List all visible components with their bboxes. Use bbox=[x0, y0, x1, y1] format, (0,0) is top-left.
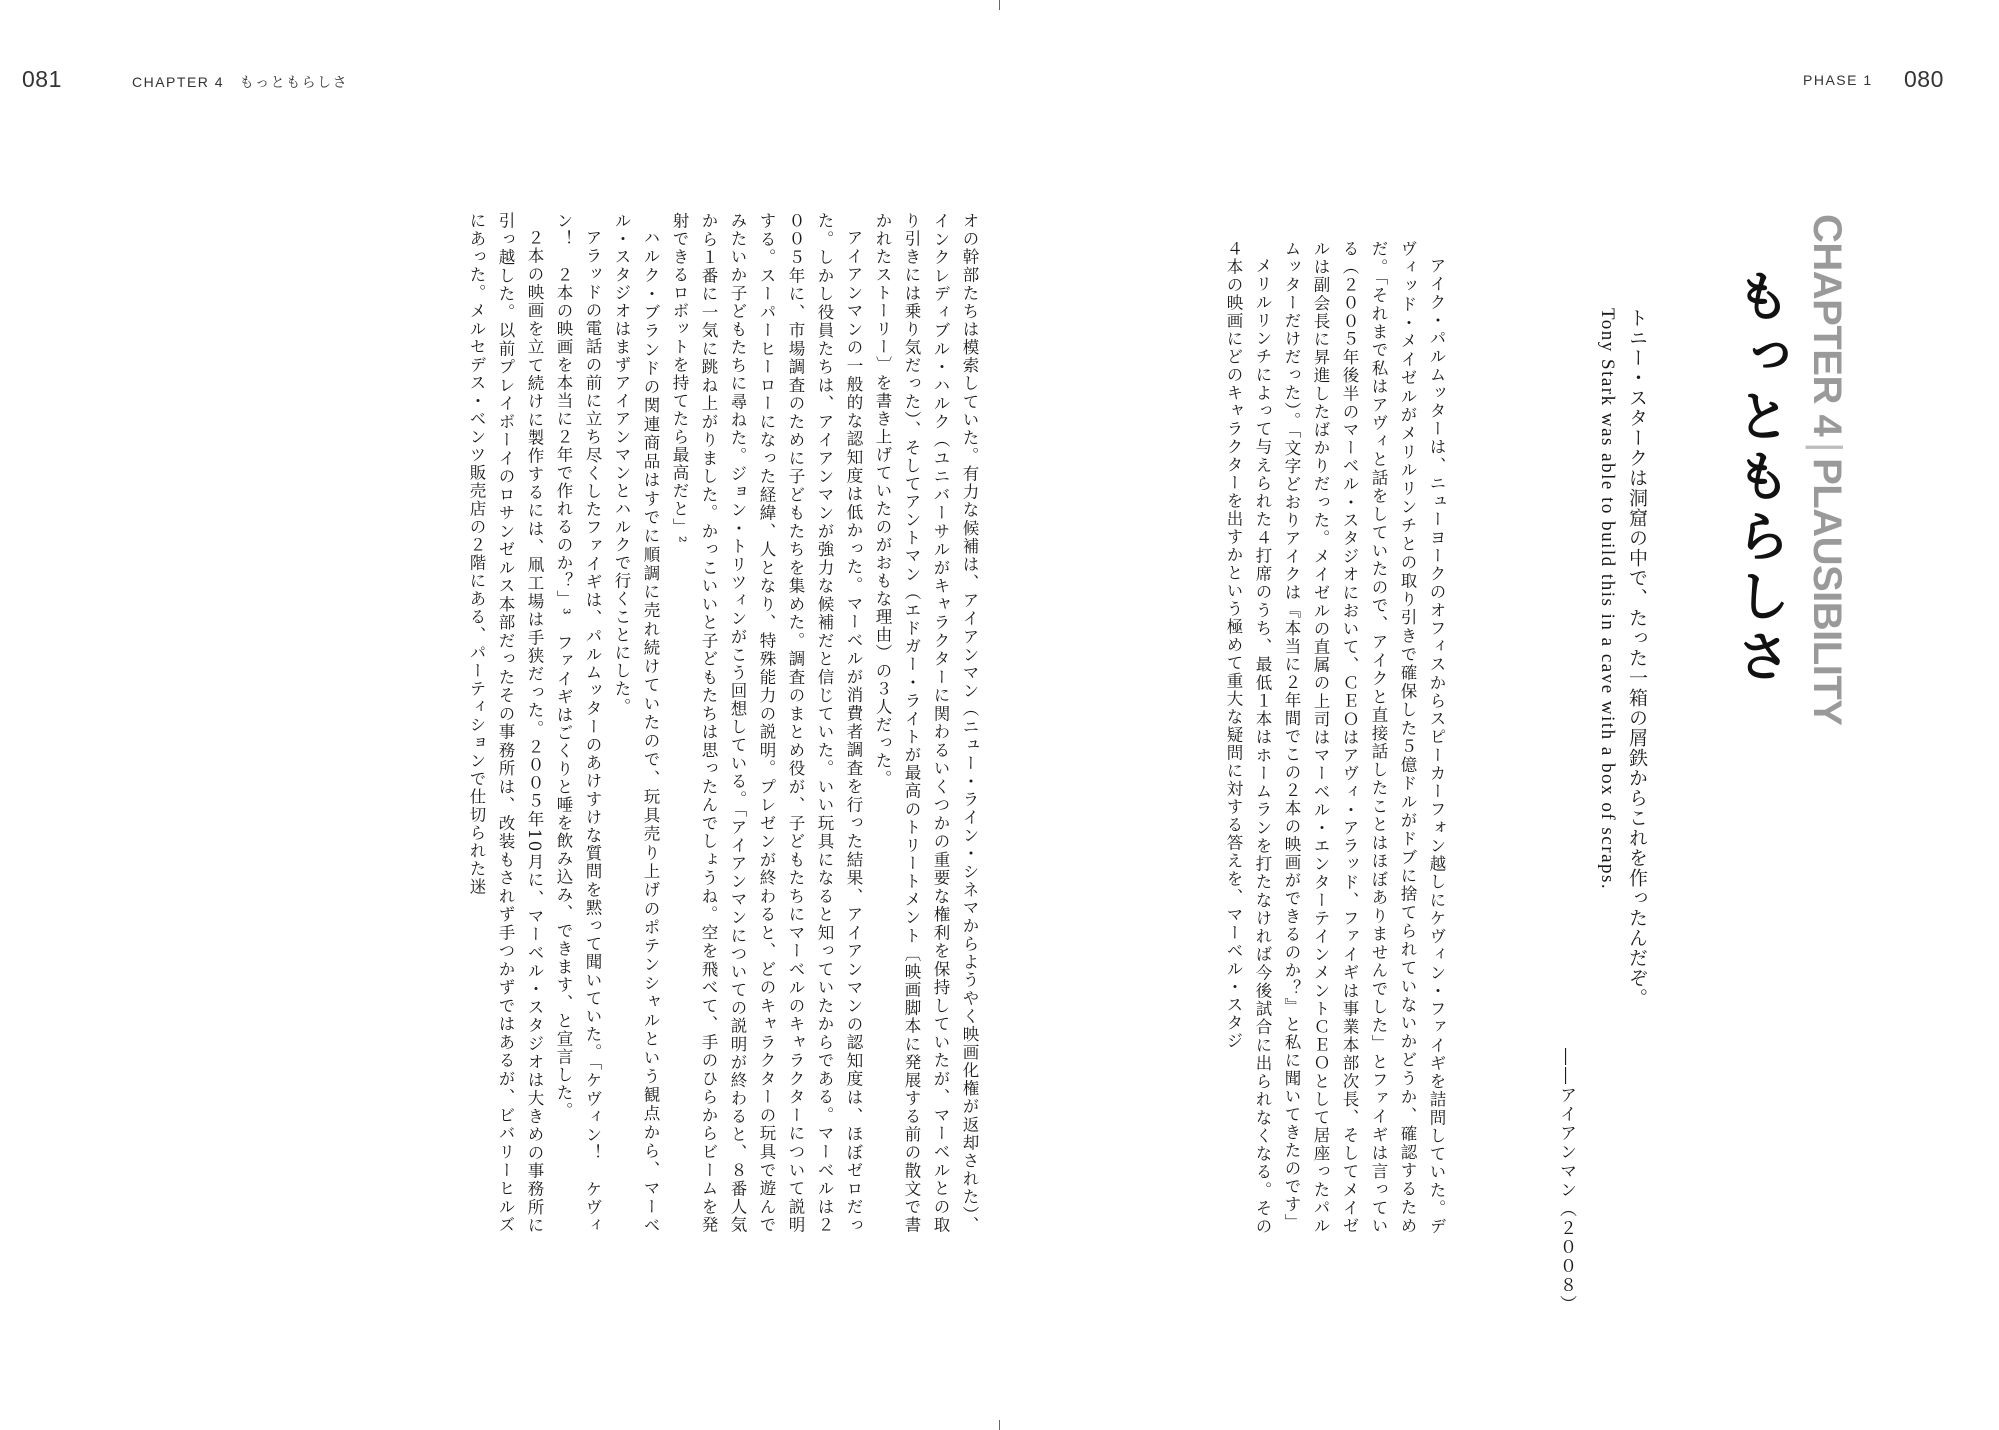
right-page-number: 080 bbox=[1904, 66, 1944, 92]
epigraph-japanese: トニー・スタークは洞窟の中で、たった一箱の屑鉄からこれを作ったんだぞ。 bbox=[1626, 308, 1648, 1008]
body-paragraph: アラッドの電話の前に立ち尽くしたファイギは、パルムッターのあけすけな質問を黙って聞いていた。「ケヴィン！ ケヴィン！ ２本の映画を本当に２年で作れるのか？」³ ファイギはごくりと唾を飲み込み、できます、と宣言した。 bbox=[554, 212, 602, 1235]
body-paragraph: アイアンマンの一般的な認知度は低かった。マーベルが消費者調査を行った結果、アイアンマンの認知度は、ほぼゼロだった。しかし役員たちは、アイアンマンが強力な候補だと信じていた。いい玩具になると知っていたからである。マーベルは２００５年に、市場調査のために子どもたちを集めた。調査のまとめ役が、子どもたちにマーベルのキャラクターについて説明する。スーパーヒーローになった経緯、人となり、特殊能力の説明。プレゼンが終わると、どのキャラクターの玩具で遊んでみたいか子どもたちに尋ねた。ジョン・トリツィンがこう回想している。「アイアンマンについての説明が終わると、８番人気から１番に一気に跳ね上がりました。かっこいいと子どもたちは思ったんでしょうね。空を飛べて、手のひらからビームを発射できるロボットを持てたら最高だと」² bbox=[670, 212, 863, 1234]
epigraph-attribution: ――アイアンマン（２００８） bbox=[1556, 1048, 1576, 1314]
left-page-body bbox=[144, 212, 984, 1234]
body-paragraph: アイク・パルムッターは、ニューヨークのオフィスからスピーカーフォン越しにケヴィン・ファイギを詰問していた。デヴィッド・メイゼルがメリルリンチとの取り引きで確保した５億ドルがドブに捨てられていないかどうか、確認するためだ。「それまで私はアヴィと話をしていたので、アイクと直接話したことはほぼありませんでした」とファイギは言っている（２００５年後半のマーベル・スタジオにおいて、ＣＥＯはアヴィ・アラッド、ファイギは事業本部次長、そしてメイゼルは副会長に昇進したばかりだった。メイゼルの直属の上司はマーベル・エンターテインメントＣＥＯとして居座ったパルムッターだけだった）。「文字どおりアイクは『本当に２年間でこの２本の映画ができるのか？』と私に聞いてきたのです」 bbox=[1282, 240, 1446, 1235]
right-page-body bbox=[1031, 240, 1451, 1235]
body-paragraph: メリルリンチによって与えられた４打席のうち、最低１本はホームランを打たなければ今後試合に出られなくなる。その４本の映画にどのキャラクターを出すかという極めて重大な疑問に対する答えを、マーベル・スタジ bbox=[1224, 240, 1272, 1235]
right-running-header: PHASE 1 bbox=[1803, 72, 1873, 88]
body-paragraph: オの幹部たちは模索していた。有力な候補は、アイアンマン（ニュー・ライン・シネマからようやく映画化権が返却された）、インクレディブル・ハルク（ユニバーサルがキャラクターに関わるいくつかの重要な権利を保持していたが、マーベルとの取り引きには乗り気だった）、そしてアントマン（エドガー・ライトが最高のトリートメント〔映画脚本に発展する前の散文で書かれたストーリー〕を書き上げていたのがおもな理由）の３人だった。 bbox=[873, 212, 979, 1234]
epigraph-english: Tony Stark was able to build this in a cave with a box of scraps. bbox=[1597, 308, 1618, 891]
body-paragraph: ２本の映画を立て続けに製作するには、凧工場は手狭だった。２００５年10月に、マーベル・スタジオは大きめの事務所に引っ越した。以前プレイボーイのロサンゼルス本部だったその事務所は、改装もされず手つかずではあるが、ビバリーヒルズにあった。メルセデス・ベンツ販売店の２階にある、パーティションで仕切られた迷 bbox=[467, 212, 544, 1234]
chapter-label bbox=[1803, 214, 1851, 725]
left-page-number: 081 bbox=[22, 66, 62, 92]
chapter-number: CHAPTER 4 bbox=[1805, 214, 1849, 437]
chapter-separator: | bbox=[1805, 442, 1849, 453]
chapter-title: もっともらしさ bbox=[1728, 268, 1791, 688]
left-running-header: CHAPTER 4 もっともらしさ bbox=[132, 74, 349, 90]
top-trim-mark bbox=[999, 0, 1000, 10]
body-paragraph: ハルク・ブランドの関連商品はすでに順調に売れ続けていたので、玩具売り上げのポテンシャルという観点から、マーベル・スタジオはまずアイアンマンとハルクで行くことにした。 bbox=[612, 212, 660, 1234]
chapter-english-title: PLAUSIBILITY bbox=[1805, 458, 1849, 726]
bottom-trim-mark bbox=[999, 1420, 1000, 1430]
